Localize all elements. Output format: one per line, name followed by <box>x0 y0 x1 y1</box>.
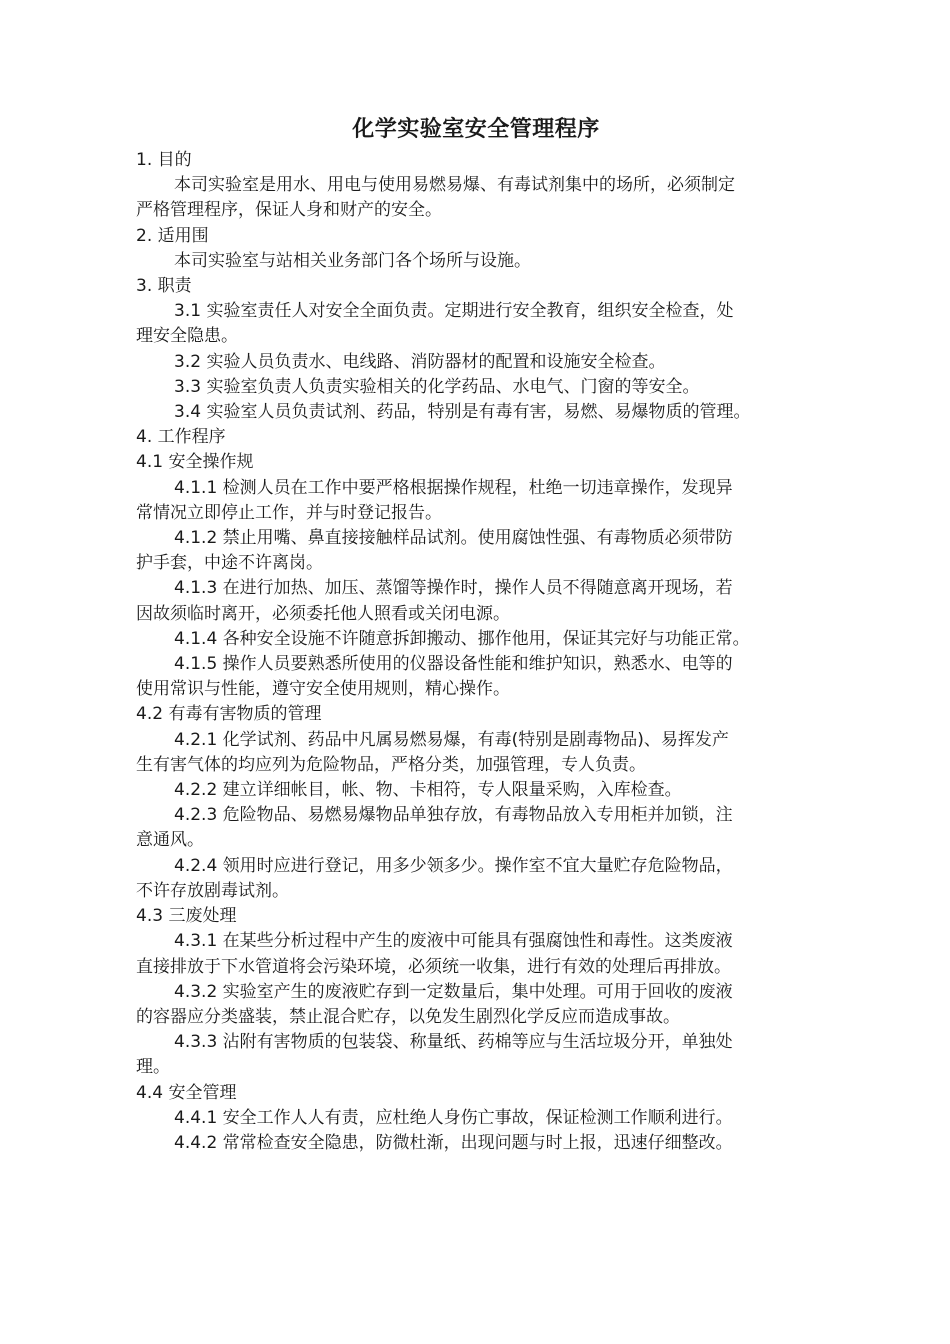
paragraph <box>136 350 816 375</box>
paragraph-continuation-line: 理。 <box>136 1057 170 1078</box>
paragraph <box>136 1106 816 1131</box>
document-title: 化学实验室安全管理程序 <box>352 117 600 142</box>
paragraph <box>136 476 816 526</box>
paragraph-first-line: 本司实验室是用水、用电与使用易燃易爆、有毒试剂集中的场所，必须制定 <box>174 175 735 196</box>
section-heading: 3. 职责 <box>136 276 192 297</box>
paragraph-first-line: 4.4.1 安全工作人人有责，应杜绝人身伤亡事故，保证检测工作顺利进行。 <box>174 1107 733 1128</box>
paragraph <box>136 627 816 652</box>
section-heading: 4.1 安全操作规 <box>136 452 254 473</box>
paragraph-first-line: 3.3 实验室负责人负责实验相关的化学药品、水电气、门窗的等安全。 <box>174 376 700 397</box>
paragraph-first-line: 4.1.5 操作人员要熟悉所使用的仪器设备性能和维护知识，熟悉水、电等的 <box>174 654 733 675</box>
paragraph-continuation-line: 意通风。 <box>136 830 204 851</box>
paragraph-first-line: 4.3.2 实验室产生的废液贮存到一定数量后，集中处理。可用于回收的废液 <box>174 981 733 1002</box>
paragraph-first-line: 4.3.1 在某些分析过程中产生的废液中可能具有强腐蚀性和毒性。这类废液 <box>174 931 733 952</box>
paragraph-first-line: 3.1 实验室责任人对安全全面负责。定期进行安全教育，组织安全检查，处 <box>174 301 734 322</box>
paragraph-continuation-line: 理安全隐患。 <box>136 326 238 347</box>
paragraph <box>136 1131 816 1156</box>
paragraph-first-line: 4.1.3 在进行加热、加压、蒸馏等操作时，操作人员不得随意离开现场，若 <box>174 578 733 599</box>
paragraph-first-line: 4.2.4 领用时应进行登记，用多少领多少。操作室不宜大量贮存危险物品， <box>174 855 733 876</box>
paragraph <box>136 728 816 778</box>
paragraph-continuation-line: 不许存放剧毒试剂。 <box>136 880 289 901</box>
paragraph-continuation-line: 的容器应分类盛装，禁止混合贮存，以免发生剧烈化学反应而造成事故。 <box>136 1006 680 1027</box>
paragraph <box>136 929 816 979</box>
paragraph <box>136 1030 816 1080</box>
paragraph <box>136 778 816 803</box>
paragraph-first-line: 4.2.1 化学试剂、药品中凡属易燃易爆，有毒(特别是剧毒物品)、易挥发产 <box>174 729 729 750</box>
paragraph <box>136 400 816 425</box>
paragraph-continuation-line: 护手套，中途不许离岗。 <box>136 553 323 574</box>
paragraph <box>136 375 816 400</box>
paragraph-first-line: 4.2.3 危险物品、易燃易爆物品单独存放，有毒物品放入专用柜并加锁，注 <box>174 805 733 826</box>
paragraph <box>136 576 816 626</box>
paragraph-first-line: 4.1.2 禁止用嘴、鼻直接接触样品试剂。使用腐蚀性强、有毒物质必须带防 <box>174 528 733 549</box>
paragraph-first-line: 3.2 实验人员负责水、电线路、消防器材的配置和设施安全检查。 <box>174 351 666 372</box>
paragraph <box>136 854 816 904</box>
document-page <box>136 112 816 1156</box>
section-heading: 2. 适用围 <box>136 225 209 246</box>
section-heading: 4. 工作程序 <box>136 427 226 448</box>
paragraph-first-line: 3.4 实验室人员负责试剂、药品，特别是有毒有害，易燃、易爆物质的管理。 <box>174 402 751 423</box>
paragraph-continuation-line: 常情况立即停止工作，并与时登记报告。 <box>136 502 442 523</box>
paragraph-first-line: 4.4.2 常常检查安全隐患，防微杜渐，出现问题与时上报，迅速仔细整改。 <box>174 1132 733 1153</box>
paragraph <box>136 249 816 274</box>
paragraph-first-line: 本司实验室与站相关业务部门各个场所与设施。 <box>174 250 531 271</box>
paragraph-continuation-line: 生有害气体的均应列为危险物品，严格分类，加强管理，专人负责。 <box>136 754 646 775</box>
paragraph <box>136 173 816 223</box>
section-heading: 4.3 三废处理 <box>136 906 237 927</box>
section-heading: 4.4 安全管理 <box>136 1082 237 1103</box>
paragraph <box>136 803 816 853</box>
paragraph <box>136 652 816 702</box>
paragraph-first-line: 4.1.4 各种安全设施不许随意拆卸搬动、挪作他用，保证其完好与功能正常。 <box>174 628 750 649</box>
paragraph-continuation-line: 使用常识与性能，遵守安全使用规则，精心操作。 <box>136 679 510 700</box>
paragraph-first-line: 4.1.1 检测人员在工作中要严格根据操作规程，杜绝一切违章操作，发现异 <box>174 477 733 498</box>
paragraph-first-line: 4.3.3 沾附有害物质的包装袋、称量纸、药棉等应与生活垃圾分开，单独处 <box>174 1032 733 1053</box>
paragraph <box>136 299 816 349</box>
paragraph <box>136 526 816 576</box>
paragraph-continuation-line: 直接排放于下水管道将会污染环境，必须统一收集，进行有效的处理后再排放。 <box>136 956 731 977</box>
section-heading: 1. 目的 <box>136 150 192 170</box>
section-heading: 4.2 有毒有害物质的管理 <box>136 704 322 725</box>
paragraph-continuation-line: 严格管理程序，保证人身和财产的安全。 <box>136 200 442 221</box>
paragraph-continuation-line: 因故须临时离开，必须委托他人照看或关闭电源。 <box>136 603 510 624</box>
paragraph <box>136 980 816 1030</box>
document-body <box>136 148 816 1156</box>
paragraph-first-line: 4.2.2 建立详细帐目，帐、物、卡相符，专人限量采购，入库检查。 <box>174 780 682 801</box>
